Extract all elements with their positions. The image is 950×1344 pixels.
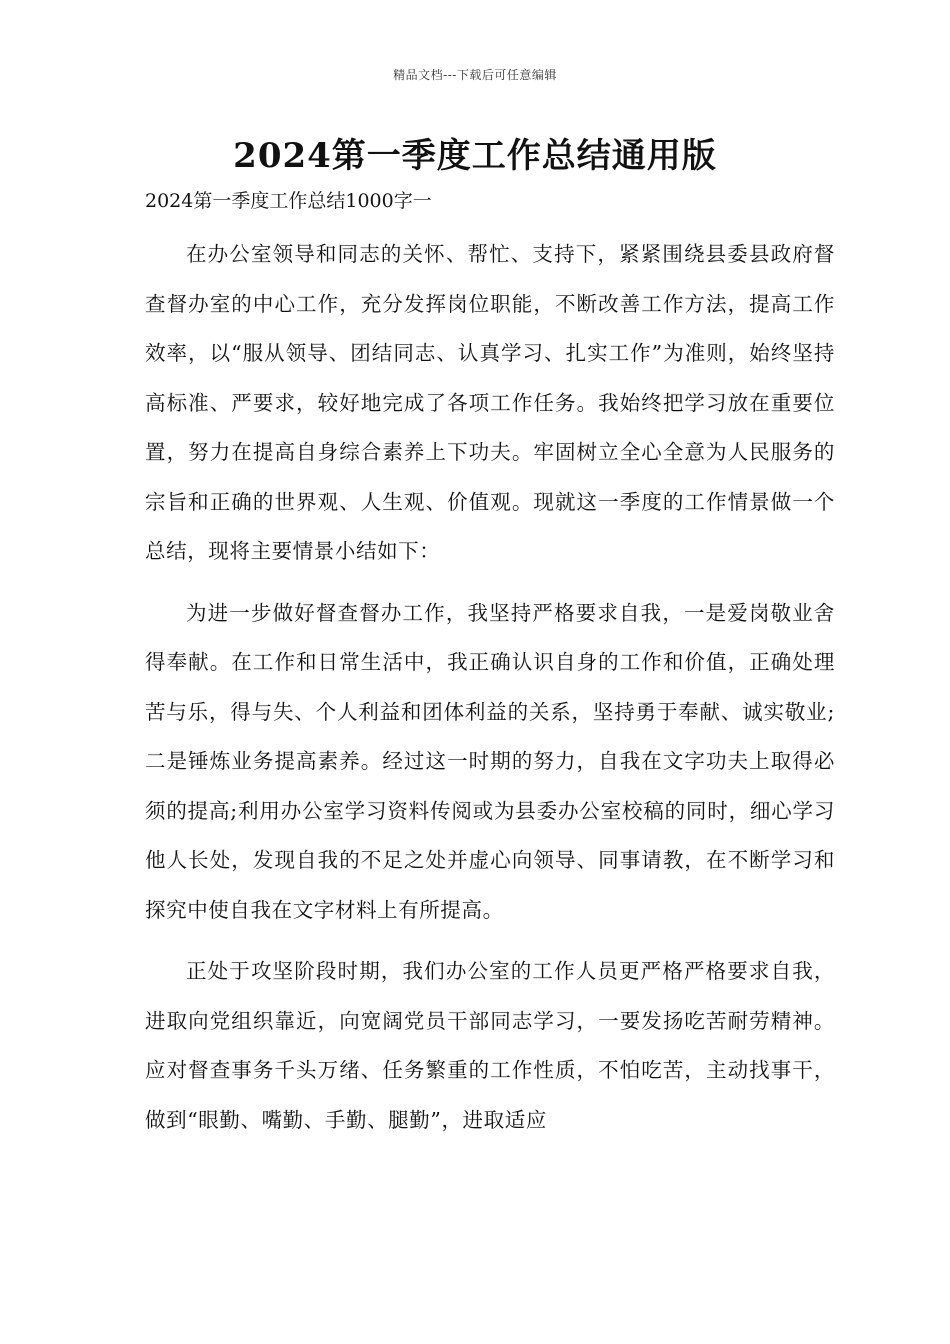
paragraph-3: 正处于攻坚阶段时期，我们办公室的工作人员更严格严格要求自我，进取向党组织靠近，向宽阔党员干部同志学习，一要发扬吃苦耐劳精神。应对督查事务千头万绪、任务繁重的工作性质，不怕吃苦，主动找事干，做到“眼勤、嘴勤、手勤、腿勤”，进取适应 — [145, 959, 835, 1132]
document-body — [145, 230, 835, 1157]
header-note: 精品文档---下载后可任意编辑 — [393, 68, 557, 82]
document-title: 2024第一季度工作总结通用版 — [233, 136, 717, 176]
document-subtitle: 2024第一季度工作总结1000字一 — [145, 190, 432, 212]
paragraph-1: 在办公室领导和同志的关怀、帮忙、支持下，紧紧围绕县委县政府督查督办室的中心工作，充分发挥岗位职能，不断改善工作方法，提高工作效率，以“服从领导、团结同志、认真学习、扎实工作”为准则，始终坚持高标准、严要求，较好地完成了各项工作任务。我始终把学习放在重要位置，努力在提高自身综合素养上下功夫。牢固树立全心全意为人民服务的宗旨和正确的世界观、人生观、价值观。现就这一季度的工作情景做一个总结，现将主要情景小结如下： — [145, 242, 835, 563]
paragraph-2: 为进一步做好督查督办工作，我坚持严格要求自我，一是爱岗敬业舍得奉献。在工作和日常生活中，我正确认识自身的工作和价值，正确处理苦与乐，得与失、个人利益和团体利益的关系，坚持勇于奉献、诚实敬业;二是锤炼业务提高素养。经过这一时期的努力，自我在文字功夫上取得必须的提高;利用办公室学习资料传阅或为县委办公室校稿的同时，细心学习他人长处，发现自我的不足之处并虚心向领导、同事请教，在不断学习和探究中使自我在文字材料上有所提高。 — [145, 600, 835, 922]
